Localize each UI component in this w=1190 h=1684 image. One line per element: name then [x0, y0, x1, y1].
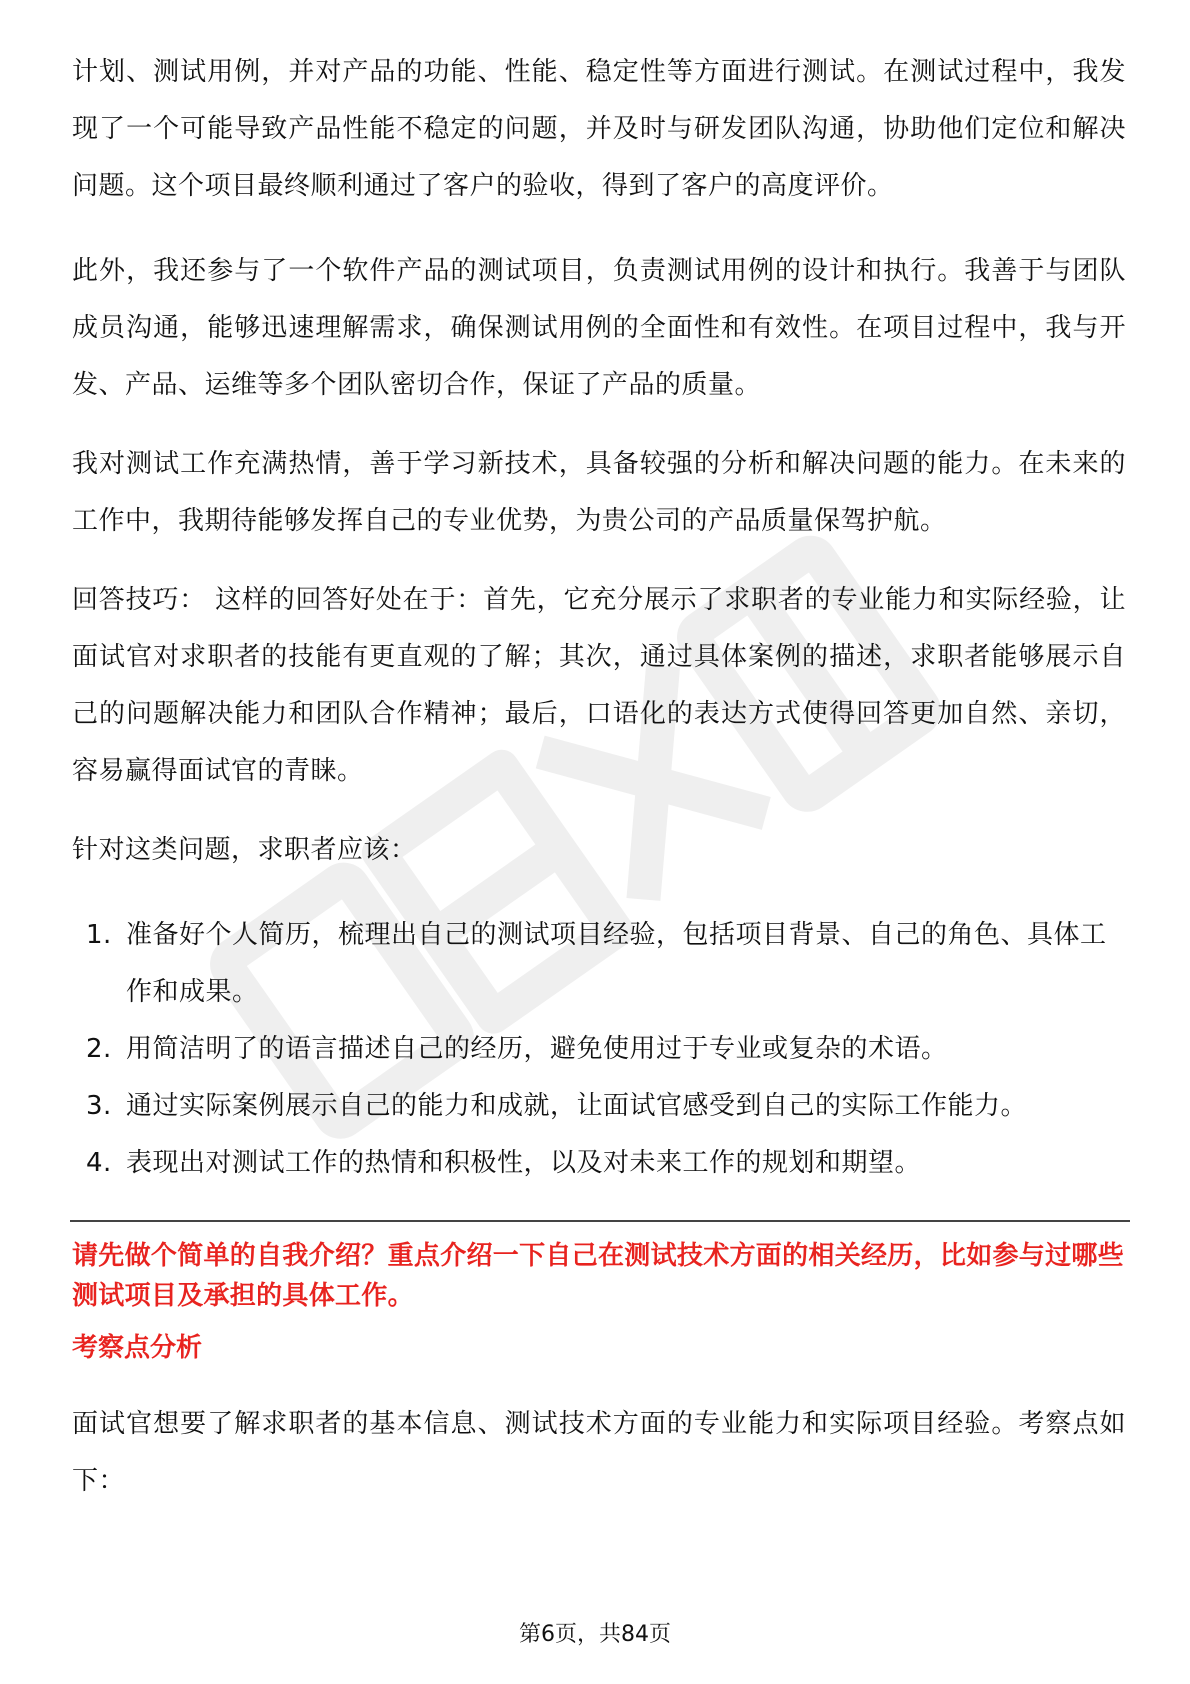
paragraph-enthusiasm: 我对测试工作充满热情，善于学习新技术，具备较强的分析和解决问题的能力。在未来的工作中，我期待能够发挥自己的专业优势，为贵公司的产品质量保驾护航。: [72, 449, 1126, 536]
list-item: [72, 1135, 1126, 1192]
list-item-number: 2.: [86, 1034, 112, 1064]
list-item-number: 1.: [86, 920, 112, 950]
section-divider: [70, 1220, 1130, 1222]
list-item-text: 准备好个人简历，梳理出自己的测试项目经验，包括项目背景、自己的角色、具体工作和成果。: [126, 920, 1107, 1007]
list-item: [72, 907, 1126, 1021]
list-item-text: 用简洁明了的语言描述自己的经历，避免使用过于专业或复杂的术语。: [126, 1034, 948, 1064]
list-item-text: 表现出对测试工作的热情和积极性，以及对未来工作的规划和期望。: [126, 1148, 922, 1178]
list-item: [72, 1078, 1126, 1135]
paragraph-software-project: 此外，我还参与了一个软件产品的测试项目，负责测试用例的设计和执行。我善于与团队成员沟通，能够迅速理解需求，确保测试用例的全面性和有效性。在项目过程中，我与开发、产品、运维等多个团队密切合作，保证了产品的质量。: [72, 256, 1126, 400]
page-footer: 第6页，共84页: [519, 1622, 671, 1647]
document-content: [72, 44, 1126, 1538]
paragraph-advice-intro: 针对这类问题，求职者应该：: [72, 835, 417, 865]
list-item-number: 4.: [86, 1148, 112, 1178]
list-item: [72, 1021, 1126, 1078]
interview-question: 请先做个简单的自我介绍？重点介绍一下自己在测试技术方面的相关经历，比如参与过哪些测试项目及承担的具体工作。: [72, 1241, 1125, 1311]
paragraph-answer-tips: 回答技巧： 这样的回答好处在于：首先，它充分展示了求职者的专业能力和实际经验，让面试官对求职者的技能有更直观的了解；其次，通过具体案例的描述，求职者能够展示自己的问题解决能力和团队合作精神；最后，口语化的表达方式使得回答更加自然、亲切，容易赢得面试官的青睐。: [72, 585, 1126, 786]
list-item-number: 3.: [86, 1091, 112, 1121]
paragraph-project-summary: 计划、测试用例，并对产品的功能、性能、稳定性等方面进行测试。在测试过程中，我发现了一个可能导致产品性能不稳定的问题，并及时与研发团队沟通，协助他们定位和解决问题。这个项目最终顺利通过了客户的验收，得到了客户的高度评价。: [72, 57, 1126, 201]
section-heading-analysis: 考察点分析: [72, 1333, 203, 1363]
paragraph-analysis: 面试官想要了解求职者的基本信息、测试技术方面的专业能力和实际项目经验。考察点如下：: [72, 1409, 1126, 1496]
advice-list: [72, 907, 1126, 1192]
list-item-text: 通过实际案例展示自己的能力和成就，让面试官感受到自己的实际工作能力。: [126, 1091, 1028, 1121]
